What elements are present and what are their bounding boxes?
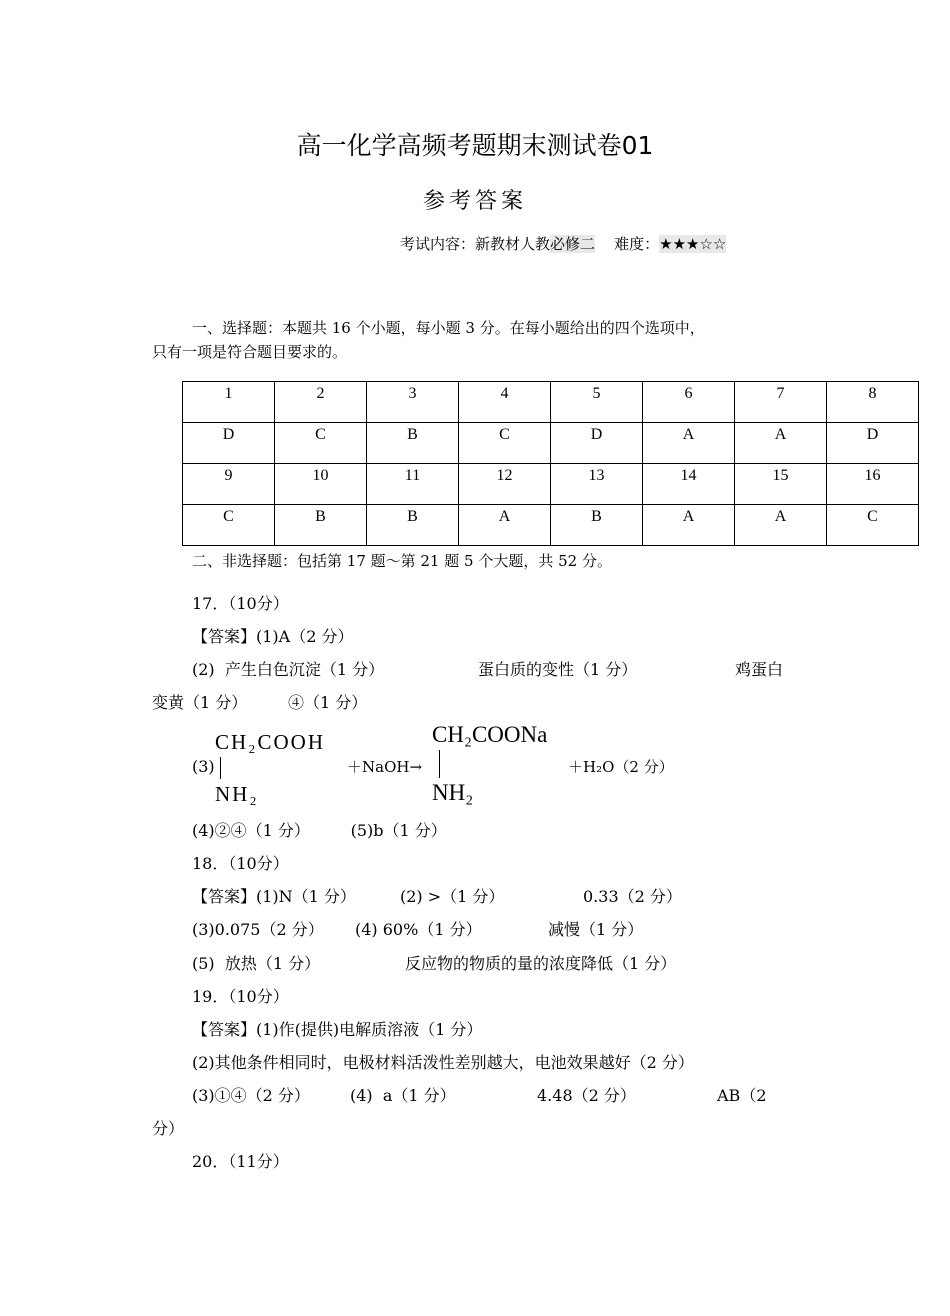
table-cell: B	[275, 505, 367, 546]
q17-answer-2b: 蛋白质的变性（1 分）	[478, 660, 638, 679]
q17-answer-4: (4)②④（1 分） (5)b（1 分）	[192, 821, 447, 840]
question-number-row	[183, 382, 919, 423]
section2-intro: 二、非选择题：包括第 17 题～第 21 题 5 个大题，共 52 分。	[192, 552, 612, 570]
table-cell: 16	[827, 464, 919, 505]
page-subtitle: 参考答案	[422, 189, 527, 214]
table-cell: 15	[735, 464, 827, 505]
reactant-top: CH₂COOH	[215, 730, 325, 754]
exam-meta	[400, 234, 726, 254]
q17-answer-2a: (2) 产生白色沉淀（1 分）	[192, 660, 385, 679]
table-cell: 8	[827, 382, 919, 423]
table-cell: A	[735, 423, 827, 464]
eq-tail: ＋H₂O（2 分）	[568, 758, 674, 776]
table-cell: 11	[367, 464, 459, 505]
bond-line	[220, 757, 221, 779]
q17-answer-3: 变黄（1 分） ④（1 分）	[152, 693, 368, 712]
table-cell: 5	[551, 382, 643, 423]
table-cell: 7	[735, 382, 827, 423]
q19-answer-3b: (4) a（1 分）	[350, 1086, 456, 1105]
q18-heading: 18．（10分）	[192, 854, 289, 873]
q17-answer-1: 【答案】(1)A（2 分）	[192, 627, 354, 646]
table-cell: D	[183, 423, 275, 464]
q19-answer-1: 【答案】(1)作(提供)电解质溶液（1 分）	[192, 1020, 483, 1039]
table-cell: C	[827, 505, 919, 546]
section1-intro: 一、选择题：本题共 16 个小题，每小题 3 分。在每小题给出的四个选项中，	[192, 319, 705, 337]
q18-answer-1a: 【答案】(1)N（1 分）	[192, 887, 356, 906]
table-cell: 6	[643, 382, 735, 423]
content-value: 必修二	[550, 235, 596, 253]
table-cell: C	[183, 505, 275, 546]
q19-answer-3c: 4.48（2 分）	[537, 1086, 636, 1105]
q19-heading: 19．（10分）	[192, 987, 289, 1006]
q19-answer-3a: (3)①④（2 分）	[192, 1086, 310, 1105]
table-cell: A	[643, 505, 735, 546]
q18-answer-2c: 减慢（1 分）	[548, 920, 644, 939]
table-cell: 1	[183, 382, 275, 423]
answer-row	[183, 423, 919, 464]
table-cell: B	[551, 505, 643, 546]
answer-row	[183, 505, 919, 546]
q20-heading: 20．（11分）	[192, 1152, 289, 1171]
q18-answer-2b: (4) 60%（1 分）	[355, 920, 482, 939]
eq-label: (3)	[192, 757, 215, 776]
table-cell: 3	[367, 382, 459, 423]
eq-reagent: ＋NaOH→	[347, 758, 423, 776]
page-title: 高一化学高频考题期末测试卷01	[296, 131, 654, 160]
table-cell: 9	[183, 464, 275, 505]
table-cell: B	[367, 423, 459, 464]
table-cell: 14	[643, 464, 735, 505]
section1-intro-cont: 只有一项是符合题目要求的。	[152, 343, 348, 361]
difficulty-label: 难度：	[614, 235, 660, 253]
q17-heading: 17．（10分）	[192, 594, 289, 613]
reactant-bottom: NH₂	[215, 782, 259, 806]
q18-answer-3b: 反应物的物质的量的浓度降低（1 分）	[405, 954, 677, 973]
q18-answer-2a: (3)0.075（2 分）	[192, 920, 324, 939]
content-label: 考试内容：新教材人教	[400, 235, 551, 253]
table-cell: C	[275, 423, 367, 464]
answer-table	[182, 381, 919, 546]
q18-answer-3a: (5) 放热（1 分）	[192, 954, 321, 973]
product-bottom: NH₂	[432, 780, 474, 805]
bond-line	[439, 750, 440, 778]
difficulty-stars: ★★★☆☆	[659, 235, 727, 253]
table-cell: 12	[459, 464, 551, 505]
q19-answer-3d: AB（2	[717, 1086, 767, 1105]
table-cell: A	[643, 423, 735, 464]
table-cell: D	[827, 423, 919, 464]
table-cell: A	[459, 505, 551, 546]
q19-answer-2: (2)其他条件相同时，电极材料活泼性差别越大，电池效果越好（2 分）	[192, 1053, 694, 1072]
table-cell: 10	[275, 464, 367, 505]
table-cell: D	[551, 423, 643, 464]
table-cell: A	[735, 505, 827, 546]
product-top: CH₂COONa	[432, 722, 548, 747]
q18-answer-1c: 0.33（2 分）	[583, 887, 682, 906]
question-number-row	[183, 464, 919, 505]
table-cell: 13	[551, 464, 643, 505]
table-cell: B	[367, 505, 459, 546]
table-cell: 4	[459, 382, 551, 423]
table-cell: 2	[275, 382, 367, 423]
table-cell: C	[459, 423, 551, 464]
q18-answer-1b: (2) >（1 分）	[400, 887, 505, 906]
q17-answer-2c: 鸡蛋白	[735, 660, 784, 679]
q19-answer-4: 分）	[152, 1119, 185, 1138]
